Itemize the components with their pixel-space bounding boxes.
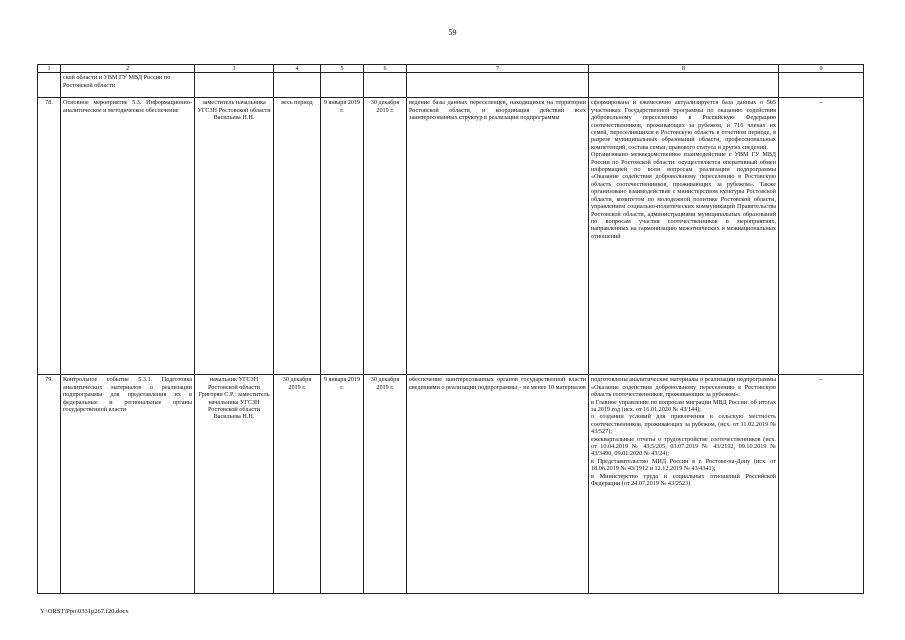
fact-date: 30 декабря 2019 г.	[364, 98, 407, 375]
expected-result: обеспечение заинтересованных органов государственной власти сведениями о реализации подпрограммы – не менее 10 материалов	[407, 375, 589, 594]
col-num-8: 8	[589, 65, 779, 73]
plan-date: 9 января 2019 г.	[321, 98, 364, 375]
result-paragraph: подготовлены аналитические материалы о реализации подпрограммы «Оказание содействия добровольному переселению в Ростовскую область соотечественников, проживающих за рубежом»:	[591, 376, 776, 399]
actual-result	[589, 375, 779, 594]
col-num-2: 2	[61, 65, 195, 73]
col-num-5: 5	[321, 65, 364, 73]
cont-cell-5	[321, 73, 364, 98]
result-paragraph: сформирована и ежемесячно актуализируется база данных о 565 участниках Государственной программы по оказанию содействия добровольному переселению в Российскую Федерацию соотечественников, проживающих за рубежом, и 716 членах их семей, переселившихся в Ростовскую область в отчетном периоде, в разрезе муниципальных образований области, профессиональных компетенций, состава семьи, правового статуса и других сведений.	[591, 99, 776, 151]
col-num-3: 3	[195, 65, 274, 73]
responsible-person: начальник УГСЗН Ростовской области Григорян С.Р.; заместитель начальника УГСЗН Ростовской области Васильева Н.Н.	[195, 375, 274, 594]
column-number-row	[38, 65, 864, 73]
col-num-1: 1	[38, 65, 61, 73]
result-paragraph: ежеквартальные отчеты о трудоустройстве соотечественников (исх. от 10.04.2019 № 43.5/205, 03.07.2019 № 43/2192, 09.10.2019 № 43/3490, 09.01.2020 № 43/24);	[591, 435, 776, 458]
cont-cell-1	[38, 73, 61, 98]
col-num-7: 7	[407, 65, 589, 73]
note: –	[779, 375, 864, 594]
cont-cell-4	[274, 73, 321, 98]
cont-cell-3	[195, 73, 274, 98]
expected-result: ведение базы данных переселенцев, находящихся на территории Ростовской области, и координация действий всех заинтересованных структур в реализации подпрограммы	[407, 98, 589, 375]
col-num-4: 4	[274, 65, 321, 73]
result-paragraph: Организовано межведомственное взаимодействие с УВМ ГУ МВД России по Ростовской области: осуществляется оперативный обмен информацией по всем вопросам реализации подпрограммы «Оказание содействия добровольному переселению в Ростовскую область соотечественников, проживающих за рубежом». Также организовано взаимодействие с министерством культуры Ростовской области, комитетом по молодежной политике Ростовской области, управлением социально-политических коммуникаций Правительства Ростовской области, администрациями муниципальных образований по вопросам участия соотечественников в мероприятиях, направленных на гармонизацию межэтнических и межнациональных отношений	[591, 151, 776, 240]
result-paragraph: в Главное управление по вопросам миграции МВД России: об итогах за 2019 год (исх. от 16.01.2020 № 43/144);	[591, 398, 776, 414]
file-path-footer: Y:\ORST\Ppo\0331p267.f20.docx	[40, 608, 129, 615]
cont-cell-7	[407, 73, 589, 98]
cont-event-text: ской области и УВМ ГУ МВД России по Ростовской области	[61, 73, 195, 98]
fact-date: 30 декабря 2019 г.	[364, 375, 407, 594]
continuation-row	[38, 73, 864, 98]
page-number: 59	[448, 28, 457, 37]
event-name: Контрольное событие 5.3.1. Подготовка аналитических материалов о реализации подпрограммы для представления их в федеральные и региональные органы государственной власти	[61, 375, 195, 594]
responsible-person: заместитель начальника УГСЗН Ростовской области Васильева Н.Н.	[195, 98, 274, 375]
result-paragraph: о создании условий для привлечения в сельскую местность соотечественников, проживающих за рубежом, (исх. от 11.02.2019 № 43/527);	[591, 413, 776, 436]
col-num-9: 9	[779, 65, 864, 73]
actual-result	[589, 98, 779, 375]
plan-date: 9 января 2019 г.	[321, 375, 364, 594]
col-num-6: 6	[364, 65, 407, 73]
start-date: 30 декабря 2019 г.	[274, 375, 321, 594]
report-table	[37, 64, 864, 594]
cont-cell-9	[779, 73, 864, 98]
row-number: 79.	[38, 375, 61, 594]
note: –	[779, 98, 864, 375]
cont-cell-8	[589, 73, 779, 98]
table-row	[38, 98, 864, 375]
event-name: Основное мероприятие 5.3. Информационно-аналитическое и методическое обеспечение	[61, 98, 195, 375]
table-row	[38, 375, 864, 594]
start-date: весь период	[274, 98, 321, 375]
result-paragraph: в Министерство труда и социальных отношений Российской Федерации (от 24.07.2019 № 43/2523)	[591, 472, 776, 488]
cont-cell-6	[364, 73, 407, 98]
result-paragraph: в Представительство МИД России в г. Ростове-на-Дону (исх. от 18.06.2019 № 43/1912 и 12.12.2019 № 43/4341);	[591, 457, 776, 473]
row-number: 78.	[38, 98, 61, 375]
